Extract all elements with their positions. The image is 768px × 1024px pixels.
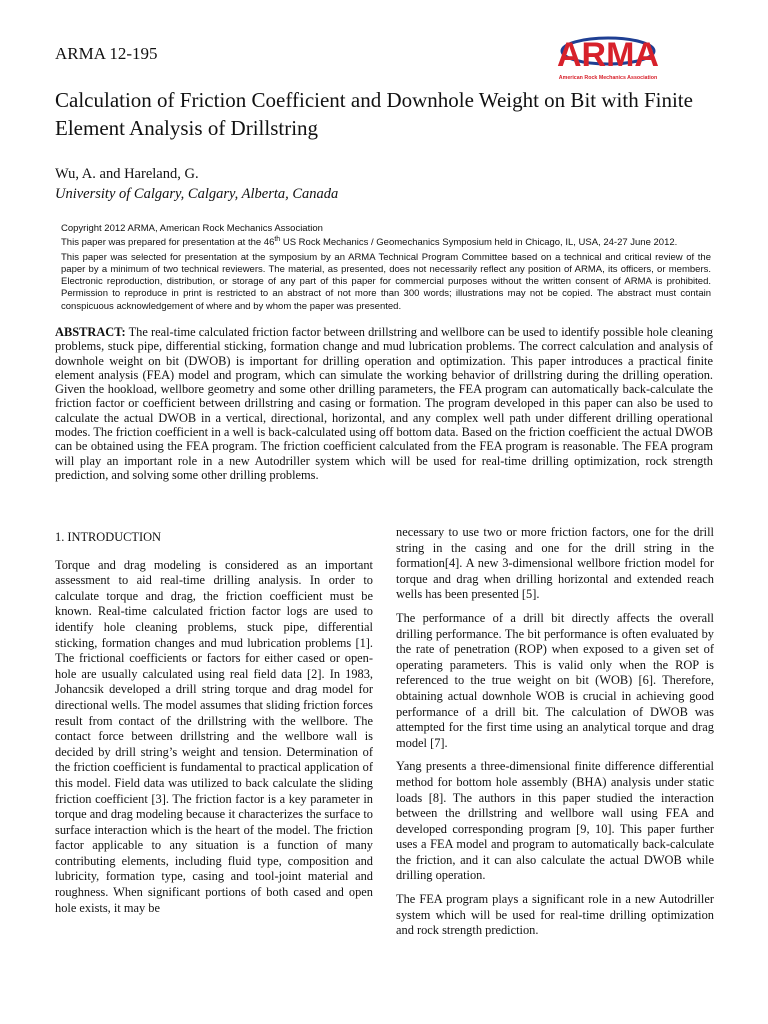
abstract-text: The real-time calculated friction factor between drillstring and wellbore can be used to identify possible hole cleaning problems, stuck pipe, differential sticking, formation change and mud lubrication problems. The correct calculation and analysis of downhole weight on bit (DWOB) is important for drilling operation and optimization. This paper introduces a practical finite element analysis (FEA) model and program, which can simulate the working behavior of drillstring during the drilling operation. Given the hookload, wellbore geometry and some other drilling parameters, the FEA program can automatically back-calculate the friction factor or coefficient between drillstring and casing or formation. The program developed in this paper can also be used to calculate the actual DWOB in a vertical, directional, horizontal, and any complex well path under different drilling operational modes. The friction coefficient in a well is back-calculated using off bottom data. Based on the friction coefficient the actual DWOB can be obtained using the FEA program. The friction coefficient calculated from the FEA program is reasonable. The FEA program will play an important role in a new Autodriller system which will be used for real-time drilling optimization, rock strength prediction, and solving some other drilling problems.	[55, 325, 713, 482]
presentation-text-end: US Rock Mechanics / Geomechanics Symposium held in Chicago, IL, USA, 24-27 June 2012.	[280, 237, 678, 249]
abstract	[55, 325, 713, 482]
paper-id: ARMA 12-195	[55, 44, 158, 63]
arma-logo-graphic	[556, 33, 658, 85]
abstract-label: ABSTRACT:	[55, 325, 126, 339]
right-paragraph: The FEA program plays a significant role in a new Autodriller system which will be used for real-time drilling optimization and rock strength prediction.	[396, 892, 714, 938]
presentation-line	[61, 237, 711, 249]
left-column	[55, 530, 373, 924]
paper-title: Calculation of Friction Coefficient and Downhole Weight on Bit with Finite Element Analysis of Drillstring	[55, 88, 693, 140]
logo-subtext: American Rock Mechanics Association	[558, 75, 658, 81]
copyright-notice	[61, 223, 711, 315]
presentation-text-start: This paper was prepared for presentation at the 46	[61, 237, 275, 249]
copyright-line: Copyright 2012 ARMA, American Rock Mechanics Association	[61, 223, 323, 234]
right-paragraph: The performance of a drill bit directly affects the overall drilling performance. The bit performance is often evaluated by the rate of penetration (ROP) when exposed to a given set of operating parameters. This is valid only when the ROP is referenced to the true weight on bit (WOB) [6]. Therefore, obtaining actual downhole WOB is crucial in achieving good performance of a drill bit. The calculation of DWOB was attempted for the first time using an analytical torque and drag model [7].	[396, 610, 714, 750]
arma-logo	[556, 33, 658, 85]
intro-paragraph: Torque and drag modeling is considered as an important assessment to aid real-time drilling analysis. In order to calculate torque and drag, the friction coefficient must be known. Real-time calculated friction factor logs are used to identify hole cleaning problems, stuck pipe, differential sticking, formation changes and mud lubrication problems [1]. The frictional coefficients or factors for either cased or open-hole are usually calculated using real field data [2]. In 1983, Johancsik developed a drill string torque and drag model for directional wells. The model assumes that sliding friction forces result from contact of the drillstring with the wellbore. The contact force between drillstring and the wellbore wall is decided by drill string’s weight and tension. Determination of the friction coefficient is fundamental to practical application of this model. Field data was utilized to back calculate the sliding friction coefficient [3]. The friction factor is a key parameter in torque and drag modeling because it characterizes the surface to surface interaction which is the heart of the model. The friction factor applicable to any situation is a function of many contributing elements, including fluid type, composition and lubricity, formation type, casing and tool-joint material and roughness. When significant portions of both cased and open hole exists, it may be	[55, 557, 373, 915]
authors: Wu, A. and Hareland, G.	[55, 166, 199, 182]
right-paragraph: Yang presents a three-dimensional finite difference differential method for bottom hole assembly (BHA) analysis under static loads [8]. The authors in this paper studied the interaction between the drillstring and wellbore wall using FEA and developed corresponding program [9, 10]. This paper further uses a FEA model and program to automatically back-calculate the friction, and it can also calculate the actual DWOB while drilling operation.	[396, 759, 714, 883]
right-paragraph: necessary to use two or more friction factors, one for the drill string in the casing and one for the drill string in the formation[4]. A new 3-dimensional wellbore friction model for torque and drag when drilling horizontal and extended reach wells has been presented [5].	[396, 525, 714, 602]
right-column	[396, 525, 714, 947]
presentation-superscript: th	[274, 236, 281, 244]
affiliation: University of Calgary, Calgary, Alberta, Canada	[55, 186, 339, 202]
introduction-heading: 1. INTRODUCTION	[55, 530, 161, 544]
logo-text: ARMA	[557, 36, 658, 74]
selection-statement: This paper was selected for presentation at the symposium by an ARMA Technical Program Committee based on a technical and critical review of the paper by a minimum of two technical reviewers. The material, as presented, does not necessarily reflect any position of ARMA, its officers, or members. Electronic reproduction, distribution, or storage of any part of this paper for commercial purposes without the written consent of ARMA is prohibited. Permission to reproduce in print is restricted to an abstract of not more than 300 words; illustrations may not be copied. The abstract must contain conspicuous acknowledgement of where and by whom the paper was presented.	[61, 251, 711, 312]
